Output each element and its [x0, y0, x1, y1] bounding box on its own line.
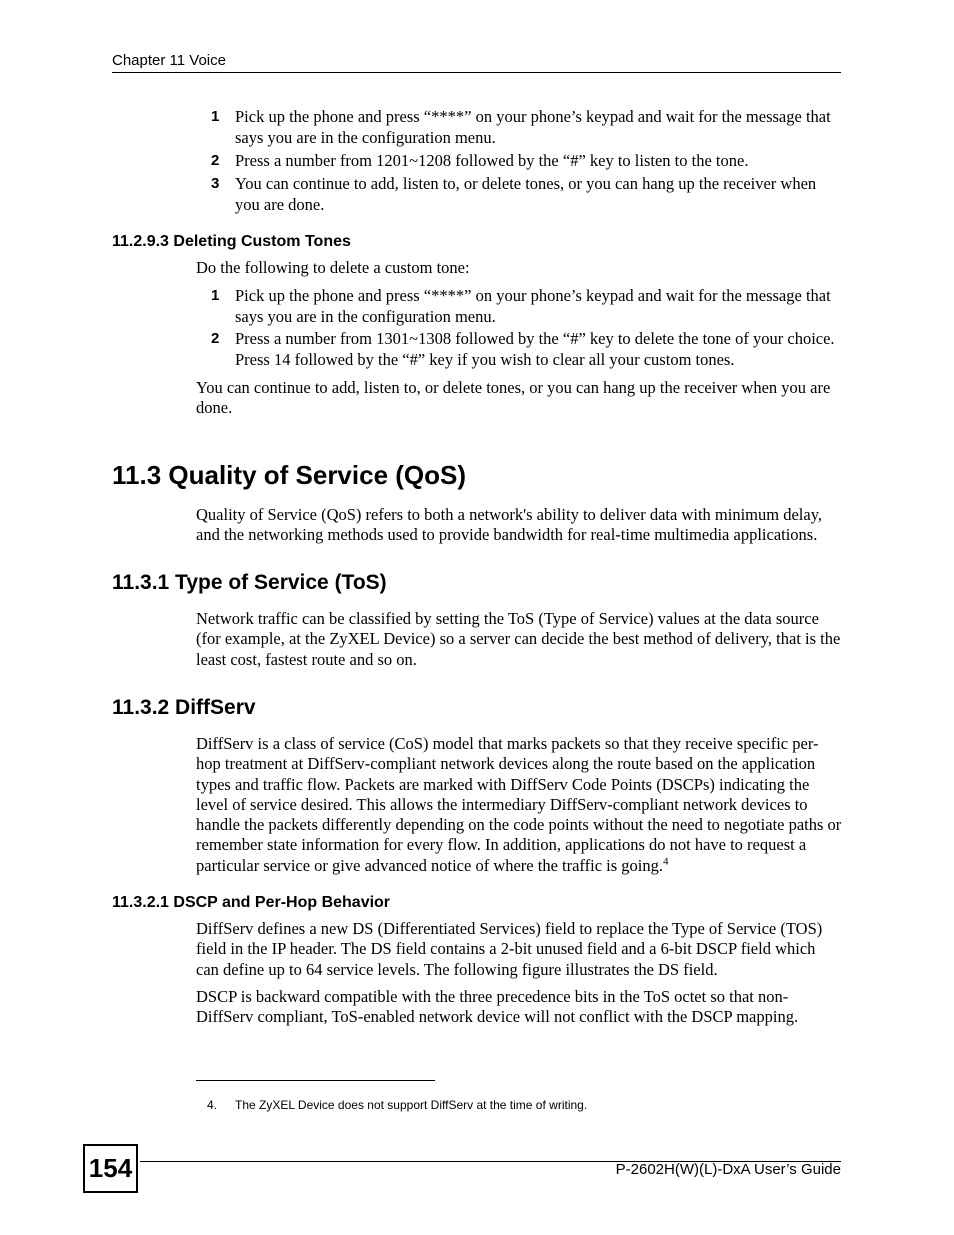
- section-heading-dscp: 11.3.2.1 DSCP and Per-Hop Behavior: [112, 894, 391, 911]
- dscp-paragraph-2: DSCP is backward compatible with the three precedence bits in the ToS octet so that non-DiffServ compliant, ToS-enabled network device will not conflict with the DSCP mapping.: [196, 987, 799, 1027]
- list-item: [211, 151, 841, 172]
- footnote-divider: [196, 1080, 435, 1081]
- deleting-outro: You can continue to add, listen to, or delete tones, or you can hang up the receiver when you are done.: [196, 378, 831, 418]
- step-text: Press a number from 1201~1208 followed by the “#” key to listen to the tone.: [235, 151, 749, 170]
- section-heading-diffserv: 11.3.2 DiffServ: [112, 696, 256, 719]
- section-heading-qos: 11.3 Quality of Service (QoS): [112, 460, 467, 490]
- step-number: 3: [211, 175, 220, 192]
- step-text: Pick up the phone and press “****” on your phone’s keypad and wait for the message that says you are in the configuration menu.: [235, 286, 831, 326]
- diffserv-text: DiffServ is a class of service (CoS) model that marks packets so that they receive specific per-hop treatment at DiffServ-compliant network devices along the route based on the application types and traffic flow. Packets are marked with DiffServ Code Points (DSCPs) indicating the level of service desired. This allows the intermediary DiffServ-compliant network devices to handle the packets differently depending on the code points without the need to negotiate paths or remember state information for every flow. In addition, applications do not have to request a particular service or give advanced notice of where the traffic is going.: [196, 734, 842, 875]
- footnote-text: The ZyXEL Device does not support DiffServ at the time of writing.: [235, 1098, 588, 1112]
- guide-title: P-2602H(W)(L)-DxA User’s Guide: [615, 1161, 841, 1178]
- step-text: Pick up the phone and press “****” on your phone’s keypad and wait for the message that says you are in the configuration menu.: [235, 107, 831, 147]
- header-divider: [112, 72, 841, 73]
- step-number: 2: [211, 330, 220, 347]
- diffserv-paragraph: [196, 734, 842, 876]
- tos-paragraph: Network traffic can be classified by setting the ToS (Type of Service) values at the data source (for example, at the ZyXEL Device) so a server can decide the best method of delivery, that is the least cost, fastest route and so on.: [196, 609, 841, 669]
- section-heading-deleting-tones: 11.2.9.3 Deleting Custom Tones: [112, 233, 351, 250]
- section-heading-tos: 11.3.1 Type of Service (ToS): [112, 571, 387, 594]
- dscp-paragraph-1: DiffServ defines a new DS (Differentiated Services) field to replace the Type of Service (TOS) field in the IP header. The DS field contains a 2-bit unused field and a 6-bit DSCP field which can define up to 64 service levels. The following figure illustrates the DS field.: [196, 919, 823, 979]
- footnote-number: 4.: [207, 1098, 218, 1112]
- list-item: [211, 286, 841, 327]
- step-number: 2: [211, 152, 220, 169]
- deleting-intro: Do the following to delete a custom tone:: [196, 258, 470, 277]
- step-number: 1: [211, 108, 220, 125]
- running-header: Chapter 11 Voice: [112, 52, 226, 69]
- footnote-reference: 4: [663, 855, 669, 868]
- step-number: 1: [211, 287, 220, 304]
- list-item: [211, 329, 841, 370]
- step-text: Press a number from 1301~1308 followed by the “#” key to delete the tone of your choice. Press 14 followed by the “#” key if you wish to clear all your custom tones.: [235, 329, 835, 369]
- page-number: 154: [83, 1144, 138, 1193]
- step-text: You can continue to add, listen to, or delete tones, or you can hang up the receiver when you are done.: [235, 174, 817, 214]
- qos-paragraph: Quality of Service (QoS) refers to both a network's ability to deliver data with minimum delay, and the networking methods used to provide bandwidth for real-time multimedia applications.: [196, 505, 823, 545]
- list-item: [211, 107, 841, 148]
- list-item: [211, 174, 841, 215]
